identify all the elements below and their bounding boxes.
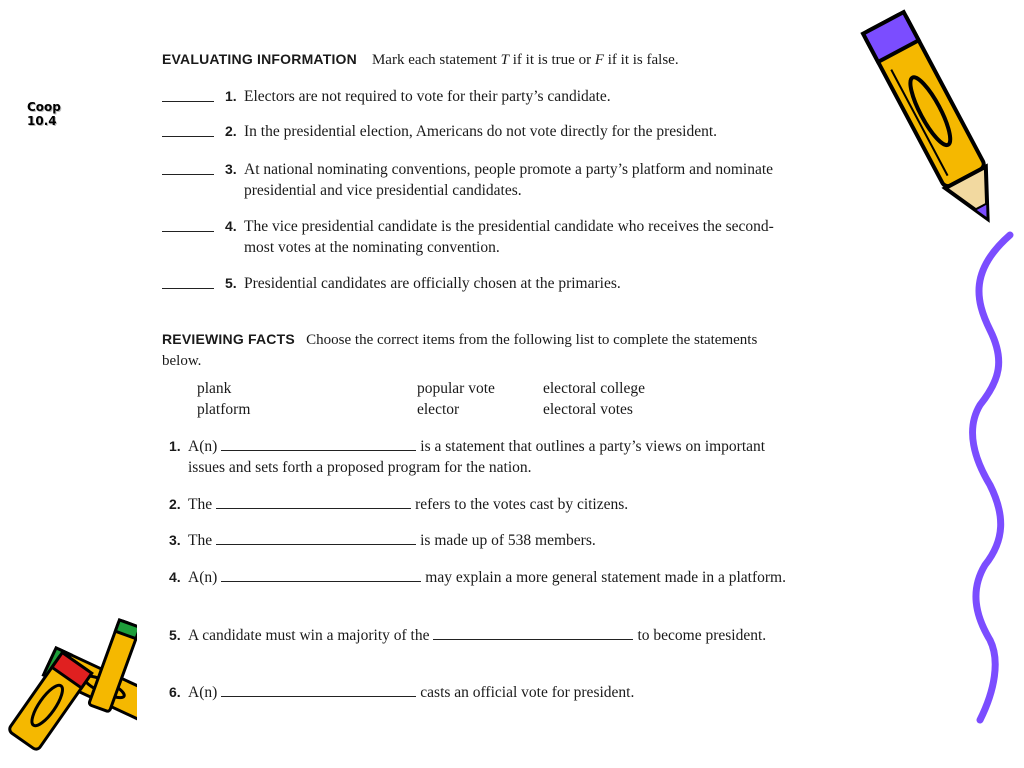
word-bank-term: popular vote [417, 380, 495, 397]
fill-blank[interactable] [216, 530, 416, 545]
item-number: 3. [225, 161, 237, 177]
item-number: 3. [169, 532, 181, 548]
item-text-before: A(n) [188, 569, 218, 586]
answer-blank[interactable] [162, 136, 214, 137]
word-bank-term: elector [417, 401, 460, 418]
item-number: 4. [225, 218, 237, 234]
item-text-before: A(n) [188, 684, 218, 701]
reviewing-instruction: Choose the correct items from the following list to complete the statements below. [162, 332, 758, 369]
item-number: 5. [169, 627, 181, 643]
item-number: 1. [225, 88, 237, 104]
item-text [188, 530, 788, 551]
item-text [188, 682, 788, 703]
item-number: 5. [225, 275, 237, 291]
item-text-after: to become president. [637, 627, 767, 644]
word-bank-col2 [417, 378, 495, 420]
item-text [188, 625, 788, 646]
word-bank-term: electoral votes [543, 401, 633, 418]
side-label-line2: 10.4 [27, 114, 57, 128]
evaluating-instruction-pre: Mark each statement [371, 52, 497, 68]
reviewing-header [162, 329, 782, 372]
evaluating-t: T [500, 52, 509, 68]
item-text [188, 436, 788, 478]
item-text: Electors are not required to vote for their party’s candidate. [244, 88, 611, 105]
item-text-after: is made up of 538 members. [420, 532, 596, 549]
word-bank-col3 [543, 378, 645, 420]
item-text: In the presidential election, Americans do not vote directly for the president. [244, 123, 718, 140]
evaluating-f: F [594, 52, 604, 68]
word-bank-term: platform [197, 401, 251, 418]
reviewing-label: REVIEWING FACTS [162, 331, 295, 347]
side-label-line1: Coop [27, 100, 61, 114]
item-text [188, 494, 788, 515]
item-number: 1. [169, 438, 181, 454]
item-number: 2. [225, 123, 237, 139]
side-label [27, 100, 61, 128]
answer-blank[interactable] [162, 101, 214, 102]
item-text-after: refers to the votes cast by citizens. [415, 496, 629, 513]
word-bank-term: electoral college [543, 380, 645, 397]
evaluating-label: EVALUATING INFORMATION [162, 51, 357, 67]
item-text-before: A(n) [188, 438, 218, 455]
item-text: The vice presidential candidate is the presidential candidate who receives the second-most votes at the nominating convention. [244, 218, 774, 256]
evaluating-instruction-post: if it is false. [607, 52, 679, 68]
word-bank-col1 [197, 378, 250, 420]
item-number: 6. [169, 684, 181, 700]
answer-blank[interactable] [162, 231, 214, 232]
item-text-after: is a statement that outlines a party’s views on important issues and sets forth a proposed program for the nation. [188, 438, 766, 476]
item-text-after: casts an official vote for president. [420, 684, 635, 701]
answer-blank[interactable] [162, 288, 214, 289]
fill-blank[interactable] [221, 567, 421, 582]
evaluating-instruction-mid: if it is true or [512, 52, 592, 68]
item-number: 4. [169, 569, 181, 585]
pencil-clipart-icon [860, 0, 1010, 245]
item-text-before: A candidate must win a majority of the [188, 627, 430, 644]
fill-blank[interactable] [216, 494, 411, 509]
item-text: Presidential candidates are officially chosen at the primaries. [244, 275, 621, 292]
fill-blank[interactable] [221, 436, 416, 451]
fill-blank[interactable] [433, 625, 633, 640]
item-text-before: The [188, 496, 213, 513]
wavy-line-decoration [960, 230, 1020, 730]
item-text: At national nominating conventions, people promote a party’s platform and nominate presidential and vice presidential candidates. [244, 161, 774, 199]
item-number: 2. [169, 496, 181, 512]
pencils-clipart-icon [0, 615, 137, 760]
evaluating-header [162, 49, 679, 71]
answer-blank[interactable] [162, 174, 214, 175]
item-text-before: The [188, 532, 213, 549]
word-bank-term: plank [197, 380, 232, 397]
item-text [188, 567, 788, 588]
fill-blank[interactable] [221, 682, 416, 697]
item-text-after: may explain a more general statement made in a platform. [425, 569, 786, 586]
